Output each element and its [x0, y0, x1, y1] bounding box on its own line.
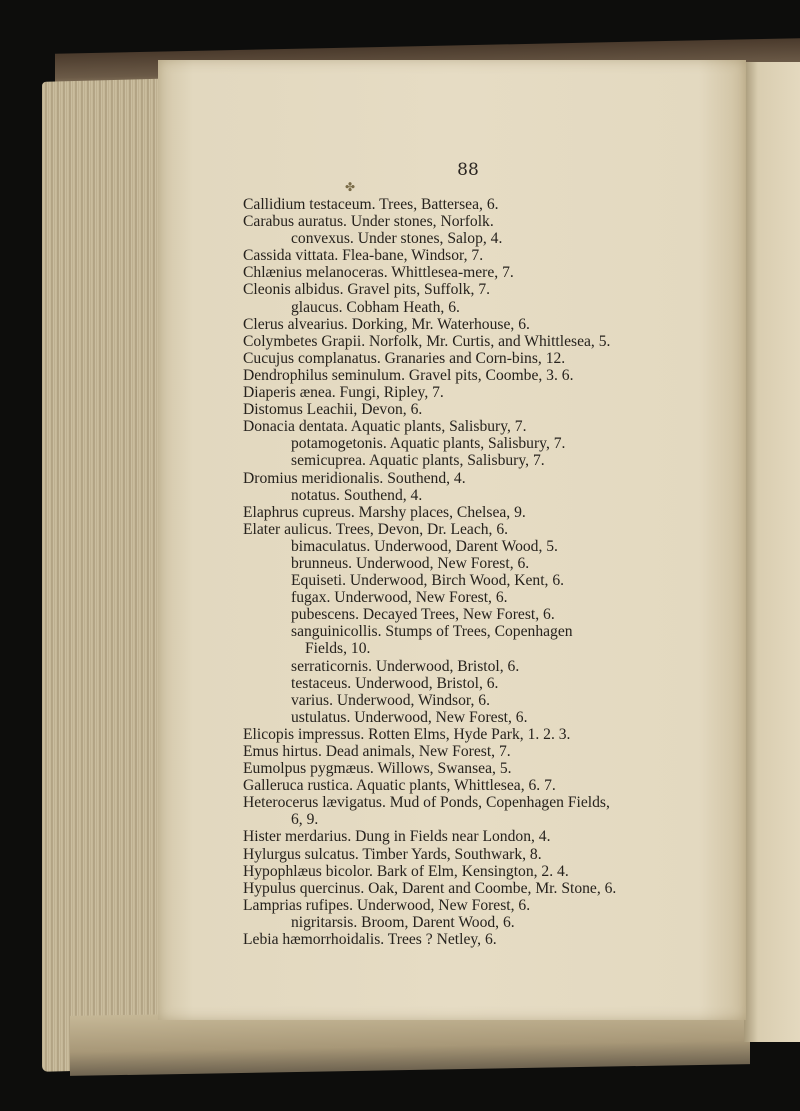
entry-line: Carabus auratus. Under stones, Norfolk.	[243, 213, 494, 231]
entry-line: 6, 9.	[291, 811, 319, 829]
page-number: 88	[457, 160, 479, 180]
entry-line: brunneus. Underwood, New Forest, 6.	[291, 554, 530, 572]
entry-line: serraticornis. Underwood, Bristol, 6.	[291, 657, 520, 675]
entry-line: Fields, 10.	[305, 640, 371, 658]
entry-line: Emus hirtus. Dead animals, New Forest, 7.	[243, 743, 511, 760]
entry-line: Diaperis ænea. Fungi, Ripley, 7.	[243, 384, 444, 402]
entry-line: Callidium testaceum. Trees, Battersea, 6.	[243, 196, 499, 213]
entry-line: fugax. Underwood, New Forest, 6.	[291, 589, 508, 607]
entry-line: Chlænius melanoceras. Whittlesea-mere, 7.	[243, 264, 514, 282]
entry-line: Dendrophilus seminulum. Gravel pits, Coombe, 3. 6.	[243, 366, 574, 384]
entry-line: Cassida vittata. Flea-bane, Windsor, 7.	[243, 247, 484, 265]
entry-line: Hypulus quercinus. Oak, Darent and Coombe, Mr. Stone, 6.	[243, 879, 617, 897]
entry-line: Lamprias rufipes. Underwood, New Forest, 6.	[243, 896, 531, 914]
entry-line: notatus. Southend, 4.	[291, 486, 423, 504]
entry-line: Galleruca rustica. Aquatic plants, Whittlesea, 6. 7.	[243, 777, 556, 795]
entry-line: testaceus. Underwood, Bristol, 6.	[291, 674, 499, 692]
ink-mark-icon: ✤	[345, 180, 356, 194]
entry-line: Hypophlæus bicolor. Bark of Elm, Kensington, 2. 4.	[243, 862, 569, 880]
entry-line: Cleonis albidus. Gravel pits, Suffolk, 7.	[243, 281, 491, 299]
entry-line: Dromius meridionalis. Southend, 4.	[243, 469, 466, 487]
entry-line: Elicopis impressus. Rotten Elms, Hyde Park, 1. 2. 3.	[243, 725, 571, 743]
entry-line: Distomus Leachii, Devon, 6.	[243, 401, 423, 419]
entry-line: Equiseti. Underwood, Birch Wood, Kent, 6.	[291, 572, 565, 590]
entry-line: glaucus. Cobham Heath, 6.	[291, 298, 460, 316]
entry-line: potamogetonis. Aquatic plants, Salisbury, 7.	[291, 435, 566, 453]
entry-line: pubescens. Decayed Trees, New Forest, 6.	[291, 606, 555, 624]
entry-line: Lebia hæmorrhoidalis. Trees ? Netley, 6.	[243, 931, 497, 949]
entry-line: nigritarsis. Broom, Darent Wood, 6.	[291, 913, 515, 931]
entry-line: Colymbetes Grapii. Norfolk, Mr. Curtis, and Whittlesea, 5.	[243, 332, 611, 350]
entry-line: ustulatus. Underwood, New Forest, 6.	[291, 708, 528, 726]
entry-line: Eumolpus pygmæus. Willows, Swansea, 5.	[243, 760, 512, 778]
entry-line: Hister merdarius. Dung in Fields near London, 4.	[243, 828, 551, 846]
entry-line: Cucujus complanatus. Granaries and Corn-bins, 12.	[243, 349, 566, 367]
entry-line: semicuprea. Aquatic plants, Salisbury, 7.	[291, 452, 545, 470]
entry-line: Elaphrus cupreus. Marshy places, Chelsea, 9.	[243, 503, 526, 521]
entry-line: varius. Underwood, Windsor, 6.	[291, 691, 490, 709]
entry-line: sanguinicollis. Stumps of Trees, Copenhagen	[291, 623, 573, 641]
entry-line: bimaculatus. Underwood, Darent Wood, 5.	[291, 537, 558, 555]
entry-line: Donacia dentata. Aquatic plants, Salisbury, 7.	[243, 418, 527, 436]
entry-line: Clerus alvearius. Dorking, Mr. Waterhouse, 6.	[243, 315, 530, 333]
entry-line: Heterocerus lævigatus. Mud of Ponds, Copenhagen Fields,	[243, 794, 610, 812]
entry-line: Elater aulicus. Trees, Devon, Dr. Leach, 6.	[243, 520, 509, 538]
species-list	[243, 196, 800, 948]
entry-line: convexus. Under stones, Salop, 4.	[291, 230, 503, 248]
entry-line: Hylurgus sulcatus. Timber Yards, Southwark, 8.	[243, 845, 542, 863]
